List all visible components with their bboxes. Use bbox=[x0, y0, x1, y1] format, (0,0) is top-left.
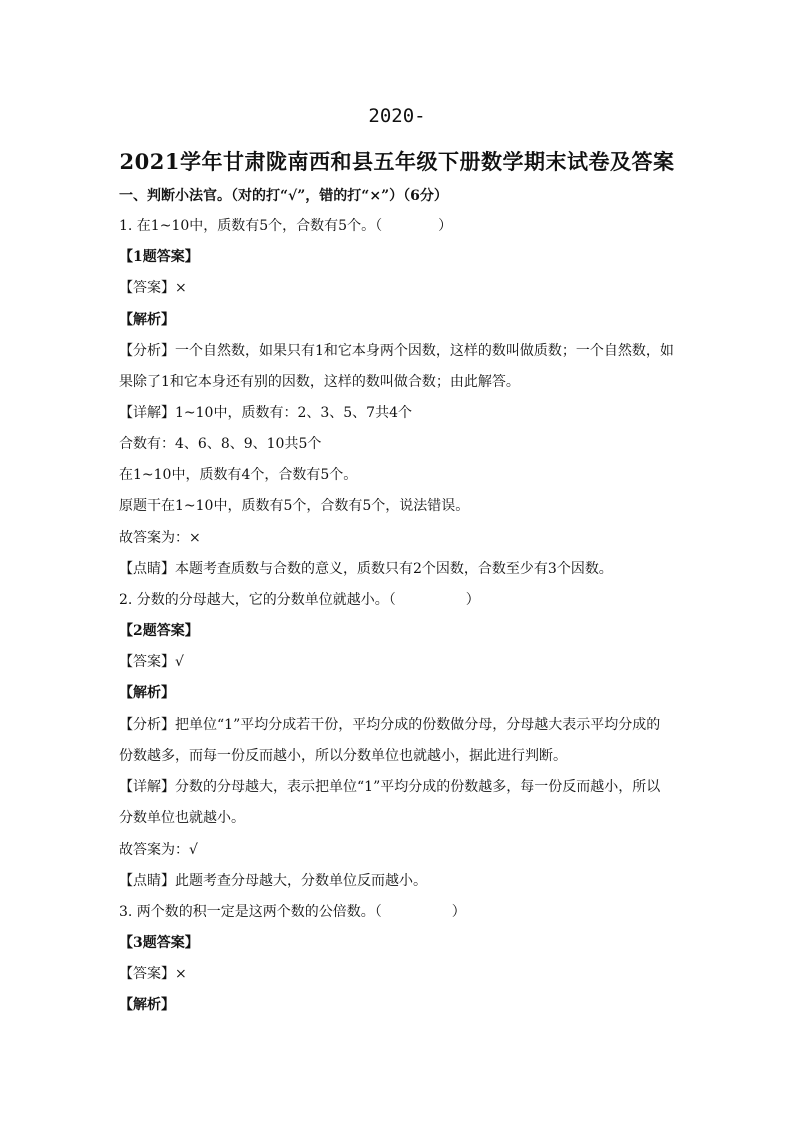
q2-answer: 【答案】√ bbox=[119, 654, 184, 670]
q1-comment: 【点睛】本题考查质数与合数的意义，质数只有2个因数，合数至少有3个因数。 bbox=[119, 561, 613, 577]
q2-question: 2. 分数的分母越大，它的分数单位就越小。（ ） bbox=[119, 592, 480, 608]
q1-answer-group-tag: 【1题答案】 bbox=[119, 249, 199, 265]
q2-analysis-line-2: 份数越多，而每一份反而越小，所以分数单位也就越小，据此进行判断。 bbox=[119, 748, 567, 764]
q2-answer-group-tag: 【2题答案】 bbox=[119, 623, 199, 639]
q2-analysis-line-1: 【分析】把单位“1”平均分成若干份，平均分成的份数做分母，分母越大表示平均分成的 bbox=[119, 717, 661, 733]
q1-detail-line-3: 在1~10中，质数有4个，合数有5个。 bbox=[119, 467, 358, 483]
q2-final-answer: 故答案为：√ bbox=[119, 842, 198, 858]
q3-analysis-tag: 【解析】 bbox=[119, 997, 175, 1013]
title-line-1: 2020- bbox=[368, 105, 426, 127]
q2-detail-line-2: 分数单位也就越小。 bbox=[119, 810, 245, 826]
q1-detail-line-4: 原题干在1~10中，质数有5个，合数有5个，说法错误。 bbox=[119, 498, 470, 514]
q1-question: 1. 在1~10中，质数有5个，合数有5个。（ ） bbox=[119, 218, 453, 234]
title-line-2: 2021学年甘肃陇南西和县五年级下册数学期末试卷及答案 bbox=[119, 149, 675, 174]
q1-analysis-line-1: 【分析】一个自然数，如果只有1和它本身两个因数，这样的数叫做质数；一个自然数，如 bbox=[119, 343, 674, 359]
q1-analysis-line-2: 果除了1和它本身还有别的因数，这样的数叫做合数；由此解答。 bbox=[119, 374, 520, 390]
q3-question: 3. 两个数的积一定是这两个数的公倍数。（ ） bbox=[119, 904, 466, 920]
q1-analysis-tag: 【解析】 bbox=[119, 312, 175, 328]
q2-detail-line-1: 【详解】分数的分母越大，表示把单位“1”平均分成的份数越多，每一份反而越小，所以 bbox=[119, 779, 661, 795]
q2-comment: 【点睛】此题考查分母越大，分数单位反而越小。 bbox=[119, 873, 427, 889]
q2-analysis-tag: 【解析】 bbox=[119, 685, 175, 701]
q1-detail-line-2: 合数有：4、6、8、9、10共5个 bbox=[119, 436, 322, 452]
section-heading: 一、判断小法官。（对的打“√”，错的打“×”）（6分） bbox=[119, 188, 448, 204]
q1-detail-line-1: 【详解】1~10中，质数有：2、3、5、7共4个 bbox=[119, 405, 412, 421]
q3-answer: 【答案】× bbox=[119, 966, 187, 982]
q3-answer-group-tag: 【3题答案】 bbox=[119, 935, 199, 951]
q1-answer: 【答案】× bbox=[119, 280, 187, 296]
q1-final-answer: 故答案为：× bbox=[119, 530, 201, 546]
